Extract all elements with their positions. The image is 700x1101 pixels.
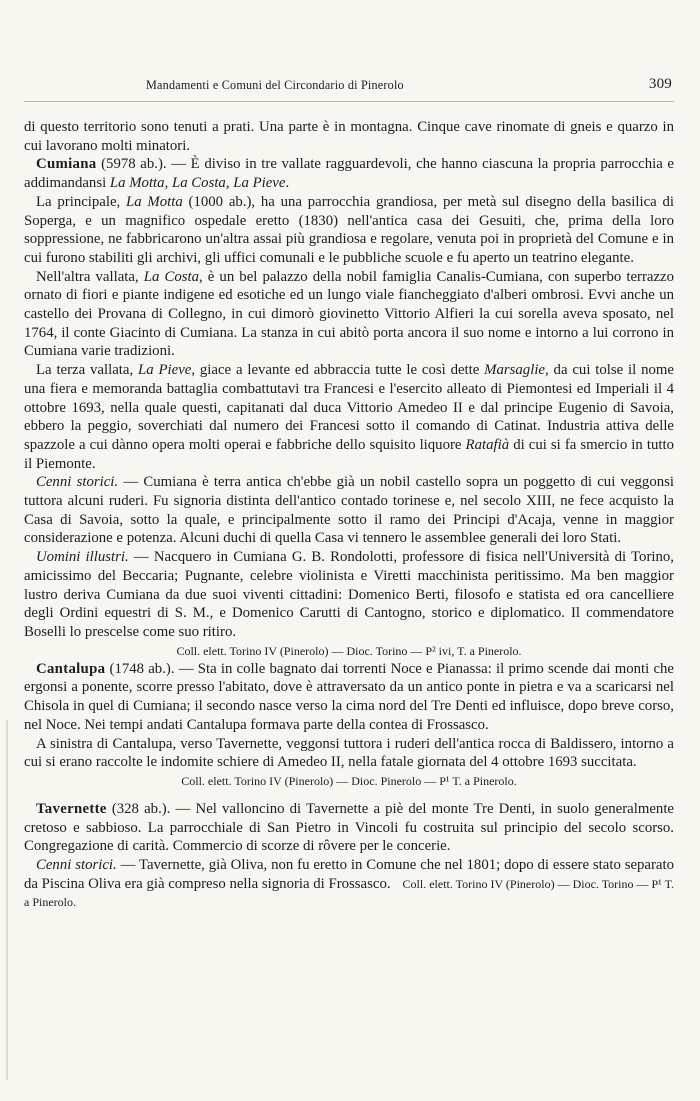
separator: , xyxy=(225,175,234,192)
collegio-note-cantalupa: Coll. elett. Torino IV (Pinerolo) — Dioc. Pinerolo — P¹ T. a Pinerolo. xyxy=(181,773,517,788)
paragraph-la-pieve xyxy=(24,361,674,473)
spacer xyxy=(24,790,674,800)
section-label: Uomini illustri. xyxy=(36,549,129,566)
paragraph-uomini-illustri xyxy=(24,548,674,642)
scan-margin-shadow xyxy=(6,720,11,1080)
text: , è un bel palazzo della nobil famiglia Canalis-Cumiana, con superbo terrazzo ornato di fiori e piante indigene ed esotiche ed un lungo viale fiancheggiato d'alberi ombrosi. Evvi anche un castello dei Provana di Collegno, in cui dimorò giovinetto Vittorio Alfieri la cui sorella aveva sposato, nel 1764, il conte Giacinto di Cumiana. La stanza in cui abitò porta ancora il suo nome e intorno a lui corrono in Cumiana varie tradizioni. xyxy=(24,268,674,360)
running-title: Mandamenti e Comuni del Circondario di Pinerolo xyxy=(146,78,404,92)
paragraph-cenni-storici-cumiana xyxy=(24,473,674,548)
paragraph-la-costa xyxy=(24,268,674,362)
text: — Tavernette, già Oliva, non fu eretto in Comune che nel 1801; dopo di essere stato separato da Piscina Oliva era già compreso nella signoria di Frossasco. xyxy=(24,857,674,892)
page-number: 309 xyxy=(648,76,672,92)
running-head xyxy=(24,76,674,98)
text: , da cui tolse il nome una fiera e memoranda battaglia combattutavi tra Francesi e l'esercito alleato di Piemontesi ed Imperiali il 4 ottobre 1693, nella quale questi, capitanati dal duca Vittorio Amedeo II e dal principe Eugenio di Savoia, ebbero la peggio, soverchiati dal numero dei Francesi sotto il comando di Catinat. Industria attiva delle spazzole a cui dànno opera molti operai e fabbriche dello squisito liquore xyxy=(24,362,674,453)
text: , giace a levante ed abbraccia tutte le così dette xyxy=(191,362,485,379)
paragraph-baldissero: A sinistra di Cantalupa, verso Tavernette, veggonsi tuttora i ruderi dell'antica rocca di Baldissero, intorno a cui si erano raccolte le indomite schiere di Amedeo II, nella fatale giornata del 4 ottobre 1693 succitata. xyxy=(24,735,674,771)
entry-name-tavernette: Tavernette xyxy=(36,800,107,817)
entry-name-cantalupa: Cantalupa xyxy=(36,660,106,677)
entry-cantalupa xyxy=(24,660,674,735)
italic-term: Marsaglie xyxy=(484,362,545,379)
separator: , xyxy=(164,175,172,192)
text: di cui si fa smercio in tutto il Piemonte. xyxy=(24,436,674,472)
text: Nell'altra vallata, xyxy=(36,268,144,285)
text: (328 ab.). — Nel valloncino di Tavernette a piè del monte Tre Denti, in suolo generalmente cretoso e sabbioso. La parrocchiale di San Pietro in Vincoli fu costruita sul principio del secolo scorso. Congregazione di carità. Commercio di scorze di rôvere per le concerie. xyxy=(24,800,674,855)
italic-term: La Motta xyxy=(109,175,165,192)
text: (1000 ab.), ha una parrocchia grandiosa, per metà sul disegno della basilica di Soperga, e un magnifico ospedale eretto (1830) nell'antica casa dei Gesuiti, che, prima della loro soppressione, ne fabbricarono un'altra assai più grandiosa e regolare, venuta poi in proprietà del Comune e in cui furono stabiliti gli archivi, gli uffici comunali e le pubbliche scuole e fu aperto un teatrino elegante. xyxy=(24,193,675,266)
italic-term: La Pieve xyxy=(233,175,286,192)
paragraph-la-motta xyxy=(24,193,674,268)
page-body xyxy=(24,118,674,912)
entry-text: (5978 ab.). — È diviso in tre vallate ragguardevoli, che hanno ciascuna la propria parrocchia e addimandansi xyxy=(24,156,674,192)
section-label: Cenni storici. xyxy=(36,474,119,491)
text: (1748 ab.). — Sta in colle bagnato dai torrenti Noce e Pianassa: il primo scende dai monti che ergonsi a ponente, scorre presso l'abitato, dove è attraversato da un antico ponte in pietra e va a scaricarsi nel Chisola in quel di Cumiana; il secondo nasce verso la cima nord del Tre Denti ed influisce, dopo breve corso, nel Noce. Nei tempi andati Cantalupa formava parte della contea di Frossasco. xyxy=(24,660,674,733)
paragraph-continuation: di questo territorio sono tenuti a prati. Una parte è in montagna. Cinque cave rinomate di gneis e quarzo in cui lavorano molti minatori. xyxy=(24,119,674,154)
italic-term: La Pieve xyxy=(138,362,192,379)
text: — Nacquero in Cumiana G. B. Rondolotti, professore di fisica nell'Università di Torino, amicissimo del Beccaria; Pugnante, celebre violinista e Viretti macchinista peritissimo. Ma ben maggior lustro deriva Cumiana da due suoi viventi cittadini: Domenico Berti, filosofo e statista ed ora cancelliere degli Ordini equestri di S. M., e Domenico Carutti di Cantogno, storico e diplomatico. Il commendatore Boselli lo prescelse come suo ritiro. xyxy=(24,549,674,640)
section-label: Cenni storici. xyxy=(36,857,117,874)
text: La principale, xyxy=(36,193,127,210)
text: — Cumiana è terra antica ch'ebbe già un nobil castello sopra un poggetto di cui veggonsi tuttora alcuni ruderi. Fu signoria distinta dell'antico contado torinese e, nel secolo XIII, ne fece acquisto la Casa di Savoia, sotto la quale, e principalmente sotto il ramo dei Principi d'Acaja, venne in maggior considerazione e potenza. Alcuni duchi di quella Casa vi tennero le assemblee generali dei loro Stati. xyxy=(24,474,674,547)
entry-tavernette xyxy=(24,800,674,856)
collegio-note-cumiana: Coll. elett. Torino IV (Pinerolo) — Dioc. Torino — P² ivi, T. a Pinerolo. xyxy=(176,643,522,658)
entry-name-cumiana: Cumiana xyxy=(36,156,97,173)
paragraph-cenni-storici-tavernette xyxy=(24,856,674,912)
italic-term: Ratafià xyxy=(465,436,510,453)
header-rule xyxy=(24,101,674,102)
italic-term: La Costa xyxy=(171,175,226,192)
italic-term: La Costa xyxy=(143,268,199,285)
text: La terza vallata, xyxy=(36,362,139,379)
entry-cumiana xyxy=(24,155,674,192)
italic-term: La Motta xyxy=(126,193,183,210)
separator: . xyxy=(285,175,290,192)
collegio-note-tavernette: Coll. elett. Torino IV (Pinerolo) — Dioc. Torino — P¹ T. a Pinerolo. xyxy=(24,876,675,910)
